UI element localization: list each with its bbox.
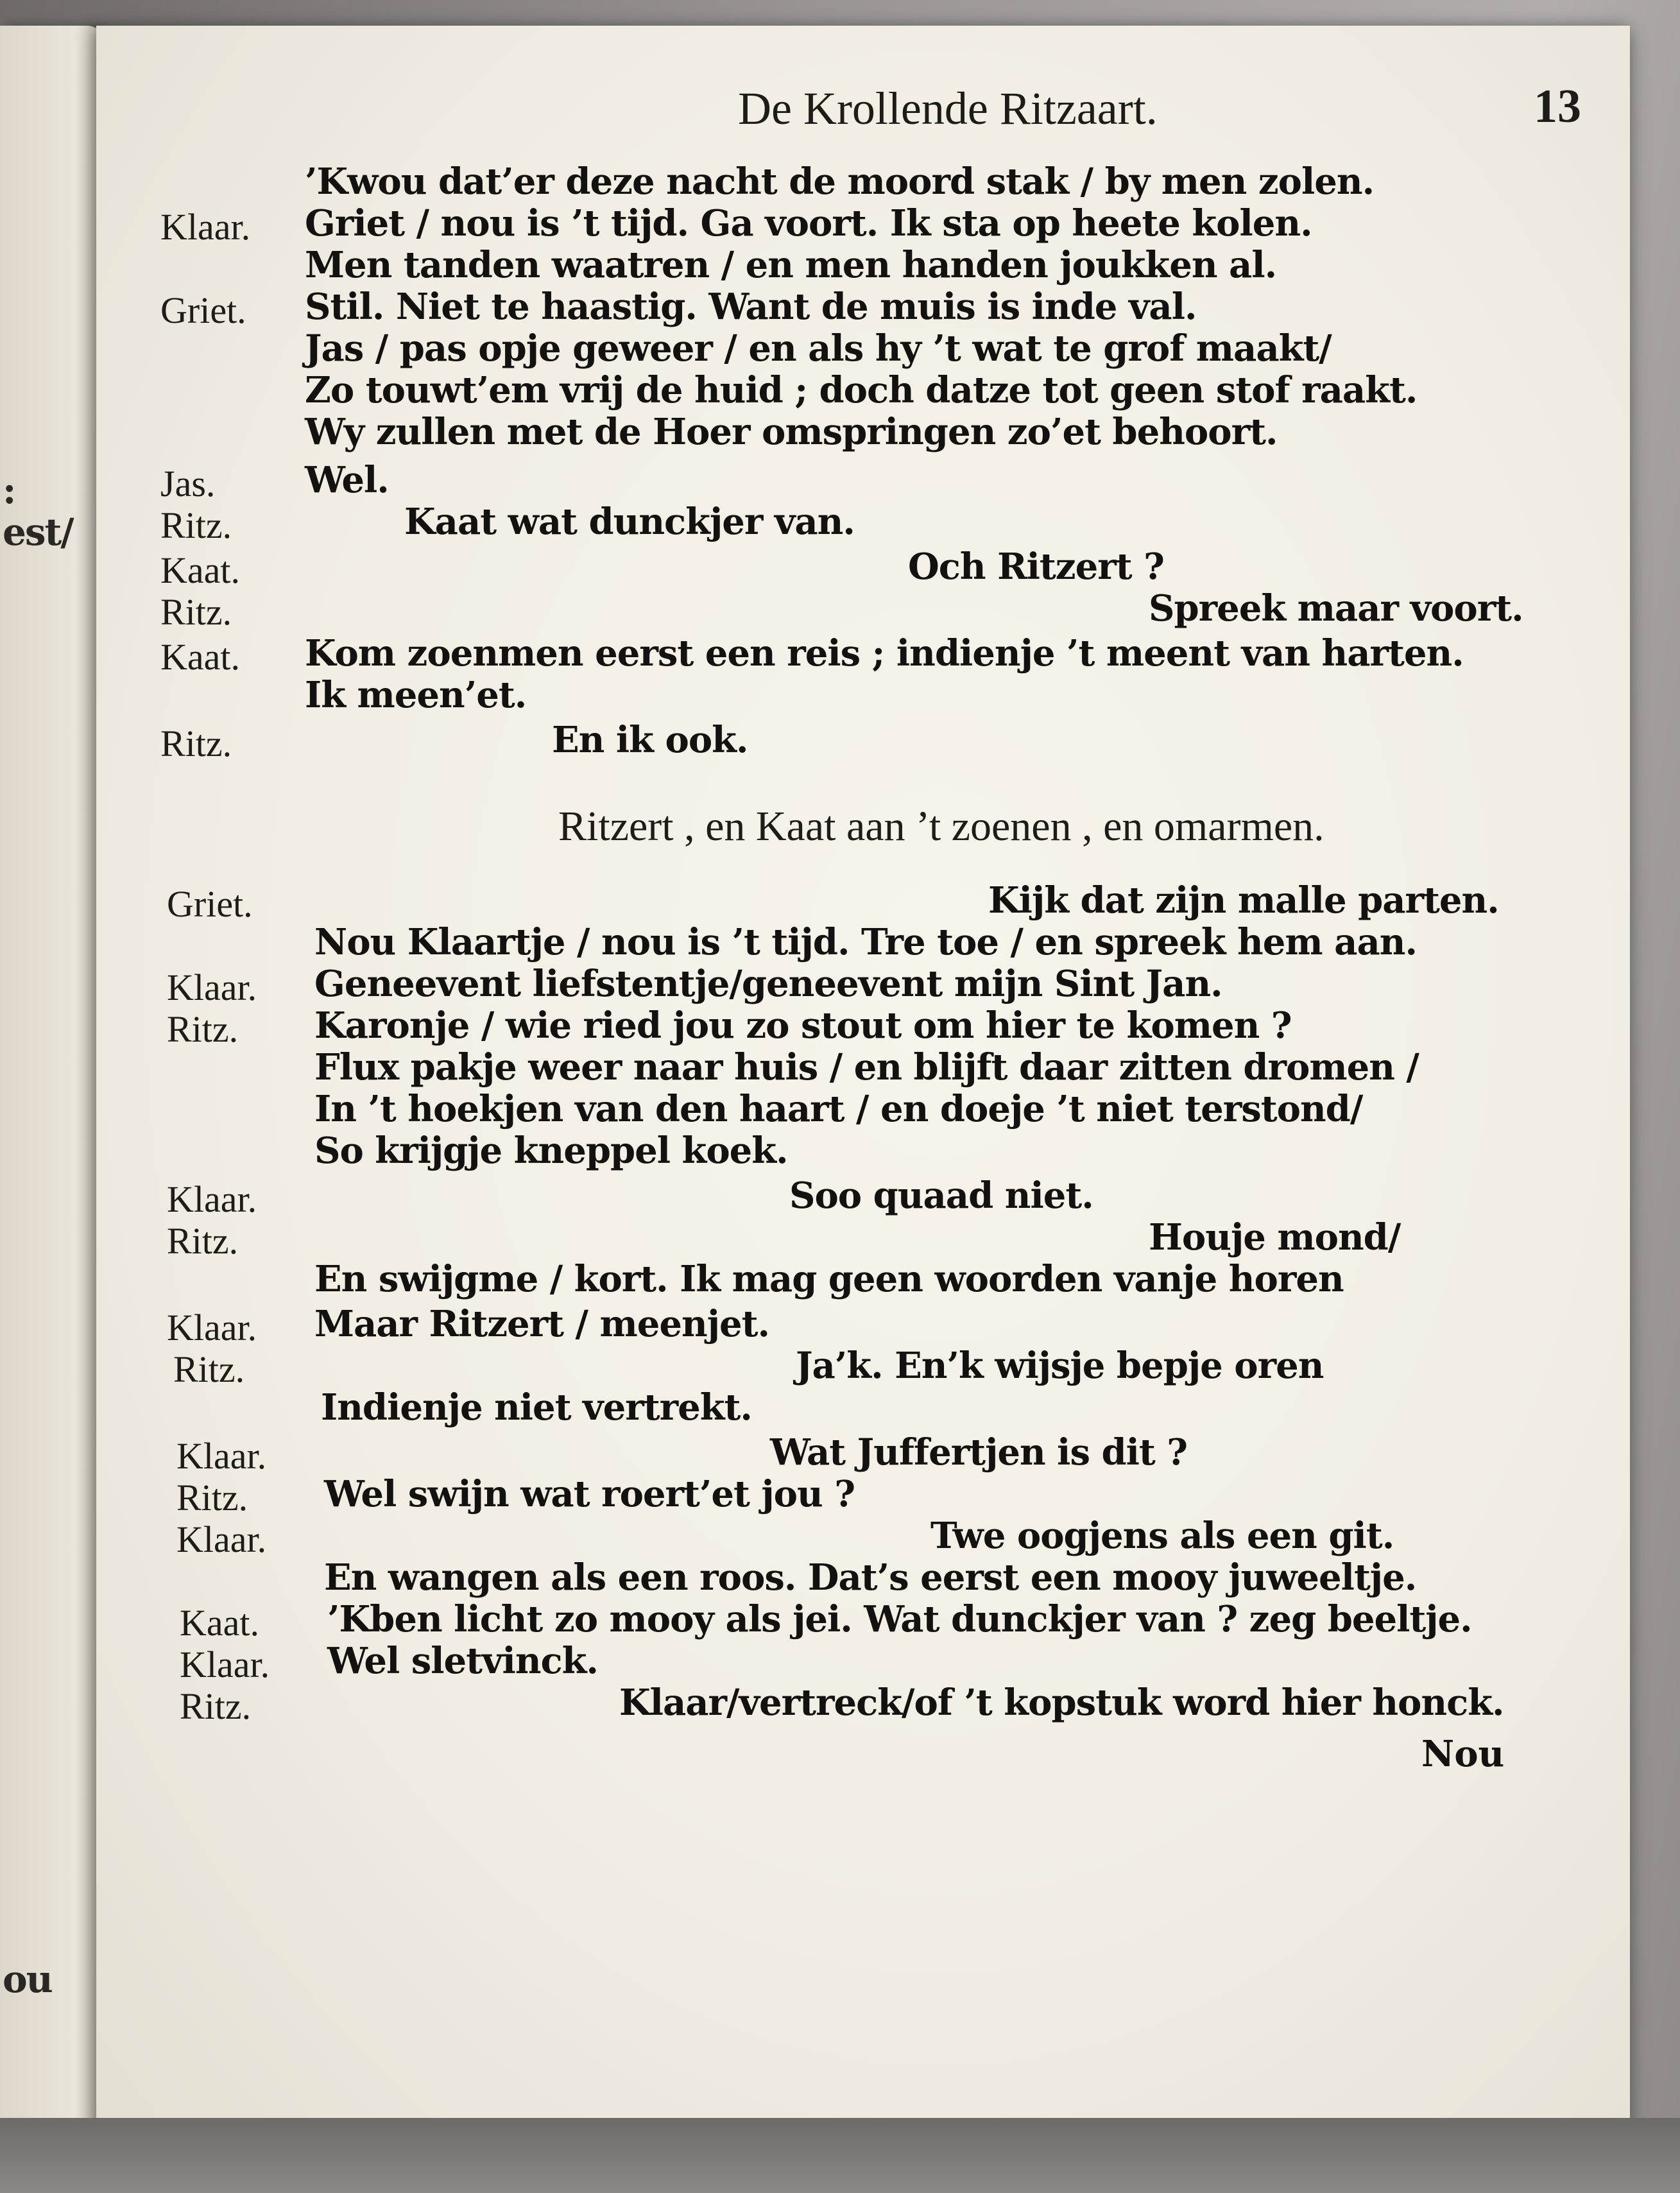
verse-line: Wel.: [305, 459, 389, 501]
speaker-label: Kaat.: [160, 549, 240, 591]
speaker-label: Ritz.: [160, 504, 232, 546]
running-header: De Krollende Ritzaart.: [738, 83, 1158, 134]
verse-line: En swijgme / kort. Ik mag geen woorden vanje horen: [314, 1258, 1344, 1300]
verse-line: Kijk dat zijn malle parten.: [988, 879, 1499, 922]
speaker-label: Ritz.: [167, 1220, 239, 1262]
speaker-label: Griet.: [167, 883, 253, 925]
verse-line: In ’t hoekjen van den haart / en doeje ’t niet terstond/: [314, 1088, 1363, 1130]
verse-line: Geneevent liefstentje/geneevent mijn Sint Jan.: [314, 963, 1222, 1005]
page-number: 13: [1534, 80, 1581, 133]
catchword: Nou: [1421, 1733, 1505, 1775]
verse-line: Stil. Niet te haastig. Want de muis is inde val.: [305, 286, 1197, 328]
verse-line: Flux pakje weer naar huis / en blijft daar zitten dromen /: [314, 1046, 1419, 1088]
speaker-label: Klaar.: [167, 967, 257, 1008]
verse-line: Karonje / wie ried jou zo stout om hier te komen ?: [314, 1004, 1292, 1047]
verse-line: Houje mond/: [1149, 1216, 1401, 1259]
speaker-label: Ritz.: [176, 1477, 248, 1518]
speaker-label: Klaar.: [176, 1518, 267, 1560]
verse-line: Spreek maar voort.: [1149, 587, 1523, 630]
left-page-fragment: ou: [3, 1957, 52, 2001]
left-facing-page: [0, 26, 106, 2156]
verse-line: Klaar/vertreck/of ’t kopstuk word hier honck.: [619, 1681, 1504, 1724]
verse-line: Twe oogjens als een git.: [930, 1515, 1394, 1557]
verse-line: Kom zoenmen eerst een reis ; indienje ’t meent van harten.: [305, 632, 1464, 675]
book-page: [96, 26, 1630, 2131]
verse-line: ’Kwou dat’er deze nacht de moord stak / by men zolen.: [305, 160, 1375, 203]
speaker-label: Ritz.: [173, 1348, 245, 1390]
verse-line: Och Ritzert ?: [908, 546, 1164, 588]
verse-line: Ik meen’et.: [305, 674, 527, 716]
verse-line: ’Kben licht zo mooy als jei. Wat dunckjer van ? zeg beeltje.: [327, 1598, 1472, 1640]
left-page-fragment: :: [3, 469, 15, 512]
verse-line: En wangen als een roos. Dat’s eerst een mooy juweeltje.: [324, 1556, 1417, 1599]
speaker-label: Klaar.: [176, 1435, 267, 1477]
verse-line: Ja’k. En’k wijsje bepje oren: [796, 1345, 1324, 1387]
speaker-label: Ritz.: [167, 1008, 239, 1050]
speaker-label: Klaar.: [167, 1307, 257, 1348]
speaker-label: Kaat.: [180, 1602, 259, 1644]
verse-line: Griet / nou is ’t tijd. Ga voort. Ik sta op heete kolen.: [305, 202, 1312, 245]
verse-line: So krijgje kneppel koek.: [314, 1130, 788, 1172]
verse-line: Wy zullen met de Hoer omspringen zo’et behoort.: [305, 411, 1278, 453]
speaker-label: Klaar.: [167, 1178, 257, 1220]
stage-direction: Ritzert , en Kaat aan ’t zoenen , en omarmen.: [558, 803, 1324, 850]
verse-line: Jas / pas opje geweer / en als hy ’t wat te grof maakt/: [305, 327, 1332, 370]
verse-line: Wel swijn wat roert’et jou ?: [324, 1473, 855, 1515]
verse-line: Wel sletvinck.: [327, 1640, 598, 1682]
speaker-label: Kaat.: [160, 636, 240, 678]
speaker-label: Klaar.: [180, 1644, 270, 1685]
verse-line: Wat Juffertjen is dit ?: [770, 1431, 1188, 1474]
verse-line: Nou Klaartje / nou is ’t tijd. Tre toe / en spreek hem aan.: [314, 921, 1417, 963]
verse-line: Indienje niet vertrekt.: [321, 1386, 752, 1429]
verse-line: Men tanden waatren / en men handen joukken al.: [305, 244, 1277, 286]
speaker-label: Ritz.: [160, 723, 232, 764]
verse-line: Zo touwt’em vrij de huid ; doch datze tot geen stof raakt.: [305, 369, 1418, 411]
verse-line: En ik ook.: [552, 719, 748, 761]
speaker-label: Klaar.: [160, 206, 251, 248]
speaker-label: Jas.: [160, 463, 216, 504]
table-surface: [0, 2118, 1680, 2193]
left-page-fragment: est/: [3, 510, 73, 554]
speaker-label: Ritz.: [160, 591, 232, 633]
verse-line: Maar Ritzert / meenjet.: [314, 1303, 769, 1345]
speaker-label: Ritz.: [180, 1685, 252, 1727]
verse-line: Kaat wat dunckjer van.: [404, 501, 855, 543]
verse-line: Soo quaad niet.: [789, 1174, 1093, 1217]
speaker-label: Griet.: [160, 289, 246, 331]
